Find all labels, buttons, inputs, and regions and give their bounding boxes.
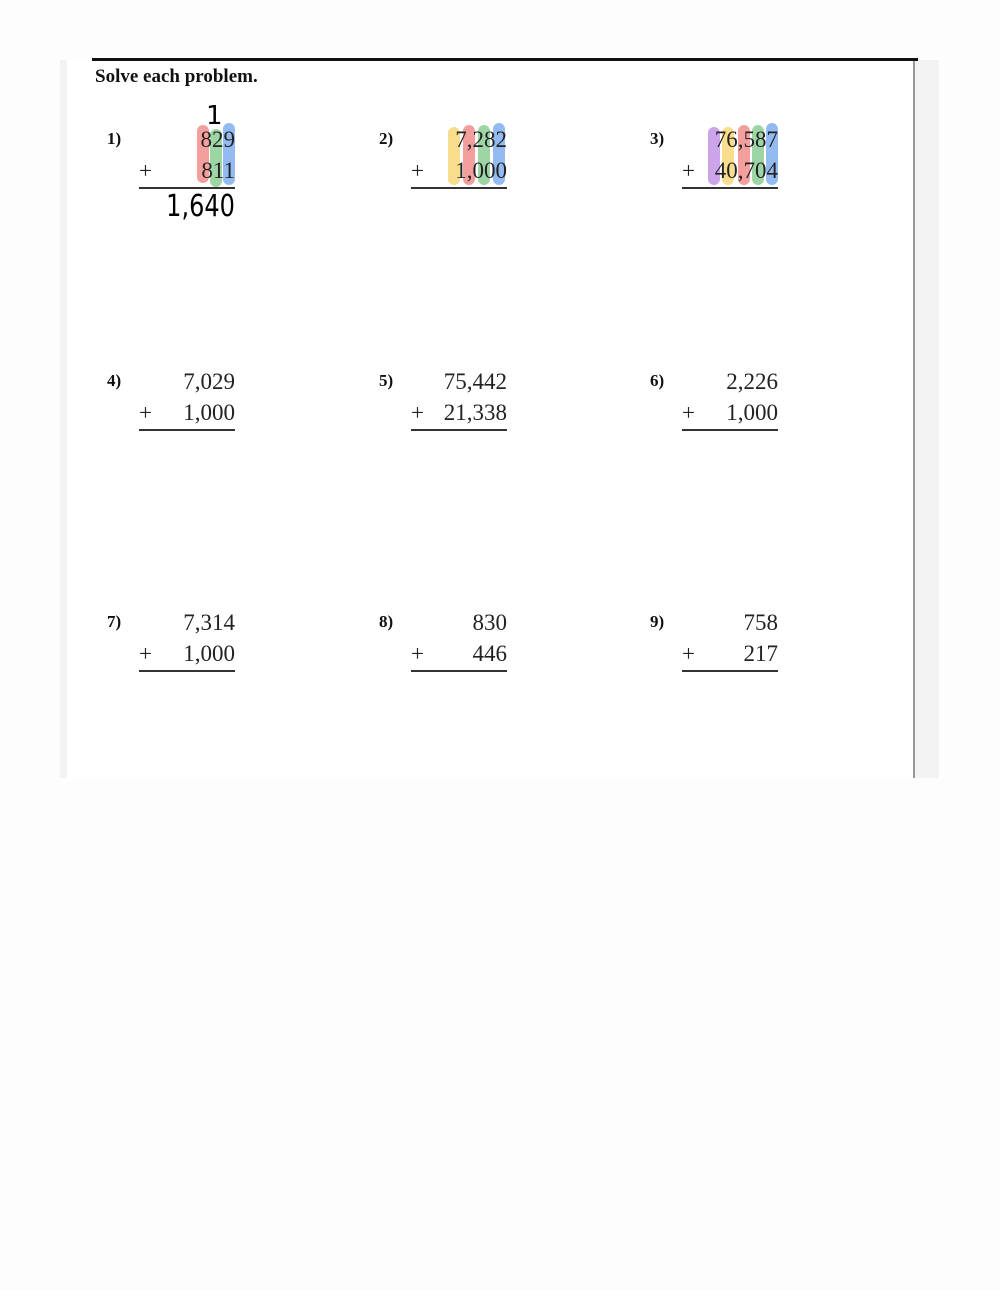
handwritten-answer[interactable]: 1,640: [166, 189, 235, 224]
problem-1: [107, 101, 235, 224]
problem-number: 9): [650, 612, 665, 631]
problem-number: 5): [379, 371, 394, 390]
plus-sign: +: [682, 641, 695, 666]
top-addend: 830: [472, 610, 507, 635]
plus-sign: +: [139, 158, 152, 183]
top-rule: [92, 58, 918, 61]
bottom-addend: 1,000: [183, 400, 235, 425]
problem-number: 7): [107, 612, 122, 631]
problem-number: 3): [650, 129, 665, 148]
problem-number: 4): [107, 371, 122, 390]
carry-digit: 1: [206, 101, 223, 131]
problem-number: 6): [650, 371, 665, 390]
answer-line: [411, 429, 507, 431]
bottom-addend: 21,338: [443, 400, 507, 425]
top-addend: 829: [200, 127, 235, 152]
top-addend: 758: [743, 610, 778, 635]
problem-number: 1): [107, 129, 122, 148]
answer-line: [411, 187, 507, 189]
plus-sign: +: [411, 158, 424, 183]
bottom-addend: 1,000: [183, 641, 235, 666]
bottom-addend: 40,704: [714, 158, 778, 183]
answer-line: [139, 429, 235, 431]
plus-sign: +: [139, 400, 152, 425]
plus-sign: +: [139, 641, 152, 666]
answer-line: [682, 429, 778, 431]
problem-number: 2): [379, 129, 394, 148]
plus-sign: +: [411, 400, 424, 425]
problem-9: [650, 610, 778, 690]
problem-5: [379, 369, 507, 449]
problem-3: [650, 127, 778, 207]
top-addend: 7,282: [455, 127, 507, 152]
top-addend: 75,442: [443, 369, 507, 394]
bottom-addend: 217: [743, 641, 778, 666]
problem-7: [107, 610, 235, 690]
plus-sign: +: [682, 158, 695, 183]
plus-sign: +: [411, 641, 424, 666]
answer-line: [682, 187, 778, 189]
problem-8: [379, 610, 507, 690]
problem-4: [107, 369, 235, 449]
plus-sign: +: [682, 400, 695, 425]
problem-6: [650, 369, 778, 449]
top-addend: 2,226: [726, 369, 778, 394]
bottom-addend: 1,000: [455, 158, 507, 183]
bottom-addend: 446: [472, 641, 507, 666]
bottom-addend: 1,000: [726, 400, 778, 425]
instructions: Solve each problem.: [95, 66, 258, 87]
problem-2: [379, 127, 507, 207]
top-addend: 7,314: [183, 610, 235, 635]
bottom-addend: 811: [201, 158, 235, 183]
answer-line: [682, 670, 778, 672]
top-addend: 7,029: [183, 369, 235, 394]
problem-number: 8): [379, 612, 394, 631]
answer-line: [411, 670, 507, 672]
answer-line: [139, 670, 235, 672]
top-addend: 76,587: [714, 127, 778, 152]
